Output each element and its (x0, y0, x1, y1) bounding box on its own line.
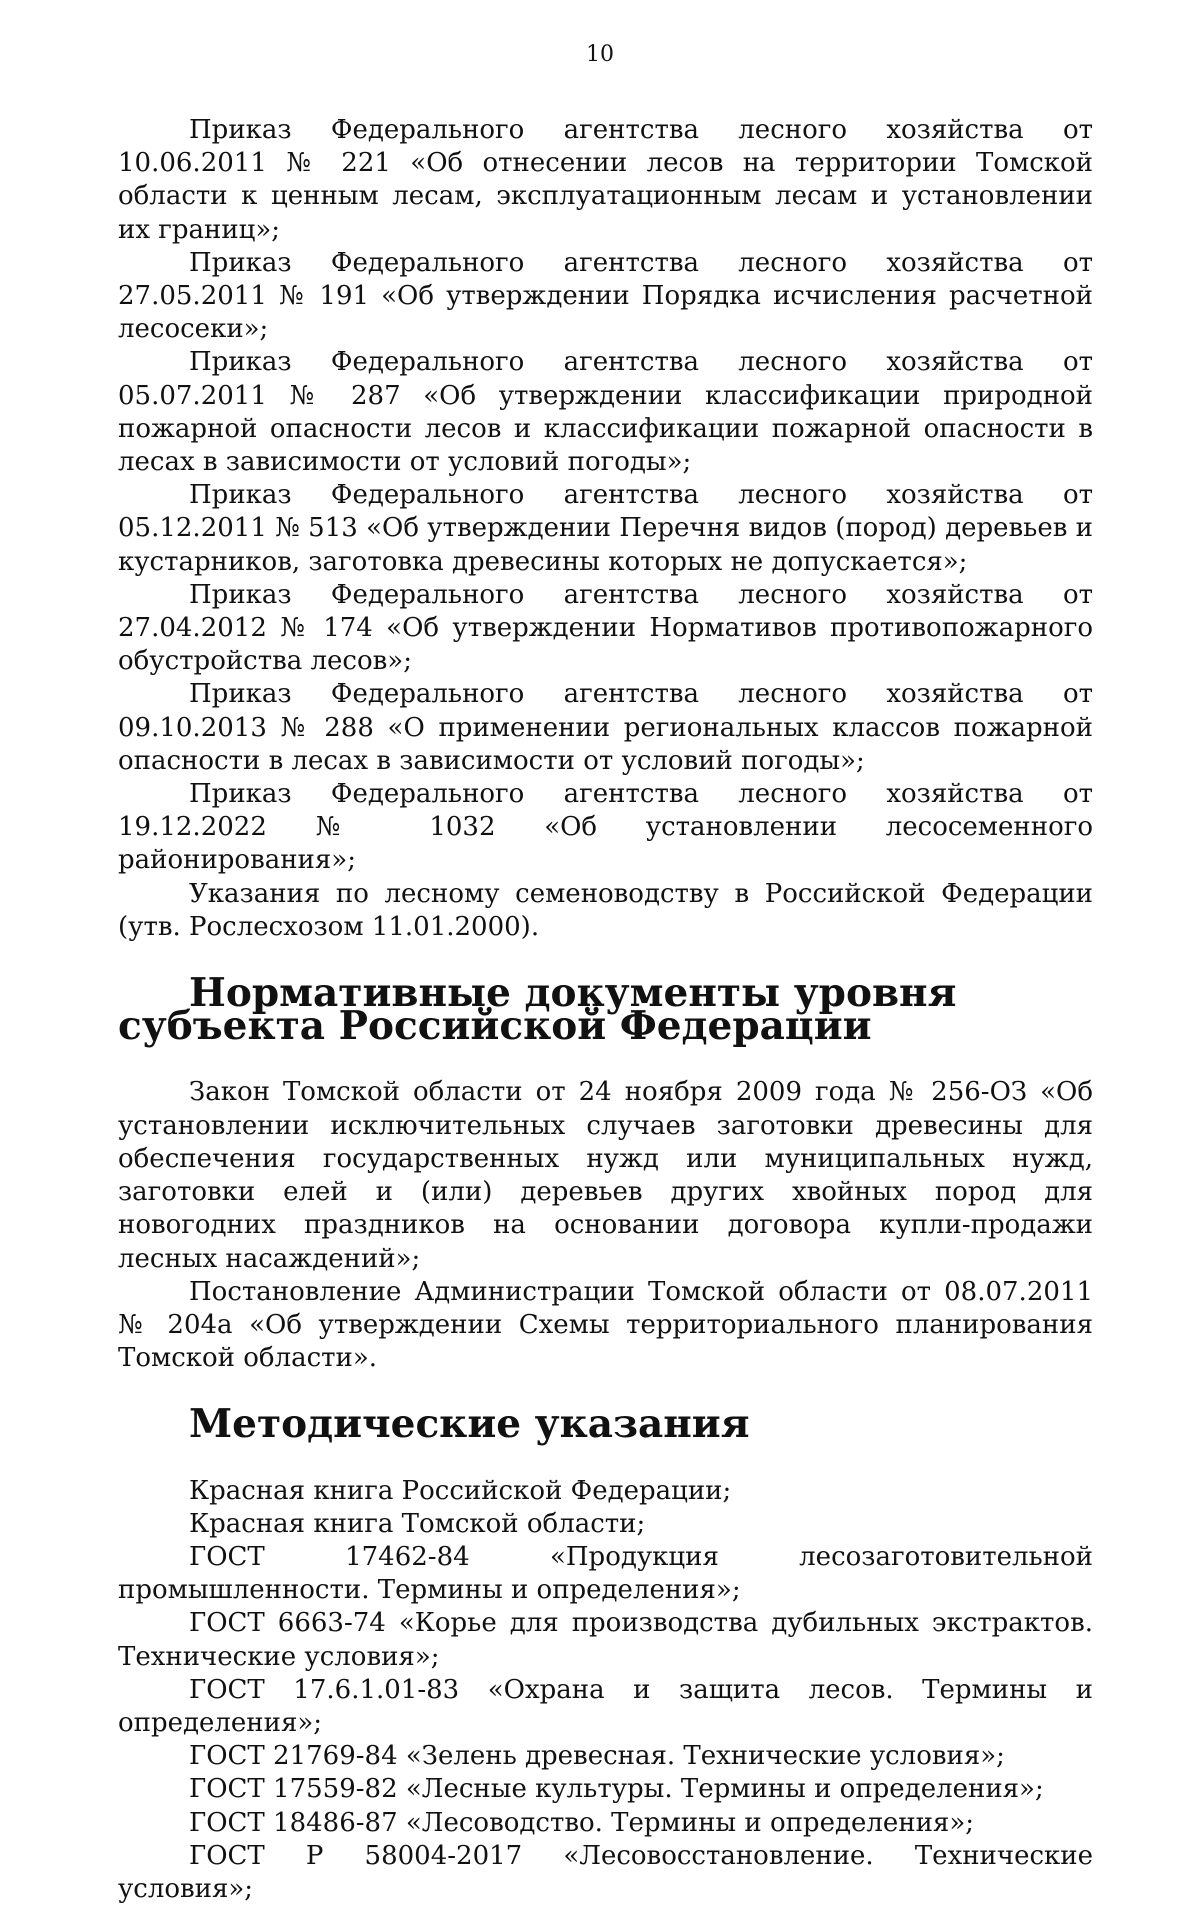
list-item: ГОСТ 6663-74 «Корье для производства дубильных экстрактов. Технические условия»; (118, 1608, 1093, 1672)
federal-orders-list (118, 114, 1093, 944)
list-item: Приказ Федерального агентства лесного хозяйства от 27.04.2012 № 174 «Об утверждении Нормативов противопожарного обустройства лесов»; (118, 579, 1093, 677)
list-item: ГОСТ 17.6.1.01-83 «Охрана и защита лесов. Термины и определения»; (118, 1674, 1093, 1738)
list-item: ГОСТ 18486-87 «Лесоводство. Термины и определения»; (189, 1807, 974, 1838)
list-item: Приказ Федерального агентства лесного хозяйства от 19.12.2022 № 1032 «Об установлении лесосеменного районирования»; (118, 779, 1093, 876)
methodical-documents-list (118, 1475, 1093, 1906)
document-body (118, 114, 1093, 1906)
list-item: Приказ Федерального агентства лесного хозяйства от 05.07.2011 № 287 «Об утверждении классификации природной пожарной опасности лесов и классификации пожарной опасности в лесах в зависимости от условий погоды»; (118, 347, 1093, 478)
page-number: 10 (586, 42, 614, 67)
list-item: Указания по лесному семеноводству в Российской Федерации (утв. Рослесхозом 11.01.2000). (118, 878, 1093, 942)
regional-documents-list (118, 1076, 1093, 1375)
list-item: Постановление Администрации Томской области от 08.07.2011 № 204а «Об утверждении Схемы территориального планирования Томской области». (118, 1276, 1093, 1374)
list-item: Красная книга Российской Федерации; (189, 1475, 732, 1506)
list-item: Приказ Федерального агентства лесного хозяйства от 05.12.2011 № 513 «Об утверждении Перечня видов (пород) деревьев и кустарников, заготовка древесины которых не допускается»; (118, 480, 1093, 577)
list-item: Закон Томской области от 24 ноября 2009 года № 256-ОЗ «Об установлении исключительных случаев заготовки древесины для обеспечения государственных нужд или муниципальных нужд, заготовки елей и (или) деревьев других хвойных пород для новогодних праздников на основании договора купли-продажи лесных насаждений»; (118, 1077, 1093, 1274)
list-item: Приказ Федерального агентства лесного хозяйства от 09.10.2013 № 288 «О применении региональных классов пожарной опасности в лесах в зависимости от условий погоды»; (118, 679, 1093, 776)
list-item: Приказ Федерального агентства лесного хозяйства от 10.06.2011 № 221 «Об отнесении лесов на территории Томской области к ценным лесам, эксплуатационным лесам и установлении их границ»; (118, 115, 1093, 245)
list-item: Приказ Федерального агентства лесного хозяйства от 27.05.2011 № 191 «Об утверждении Порядка исчисления расчетной лесосеки»; (118, 247, 1093, 345)
section-heading-methodical: Методические указания (189, 1401, 750, 1448)
section-heading-regional: Нормативные документы уровня субъекта Российской Федерации (118, 970, 957, 1050)
list-item: ГОСТ Р 58004-2017 «Лесовосстановление. Технические условия»; (118, 1840, 1093, 1904)
list-item: ГОСТ 21769-84 «Зелень древесная. Технические условия»; (189, 1741, 1005, 1772)
list-item: ГОСТ 17462-84 «Продукция лесозаготовительной промышленности. Термины и определения»; (118, 1541, 1093, 1606)
list-item: Красная книга Томской области; (189, 1508, 646, 1539)
list-item: ГОСТ 17559-82 «Лесные культуры. Термины и определения»; (189, 1774, 1044, 1805)
